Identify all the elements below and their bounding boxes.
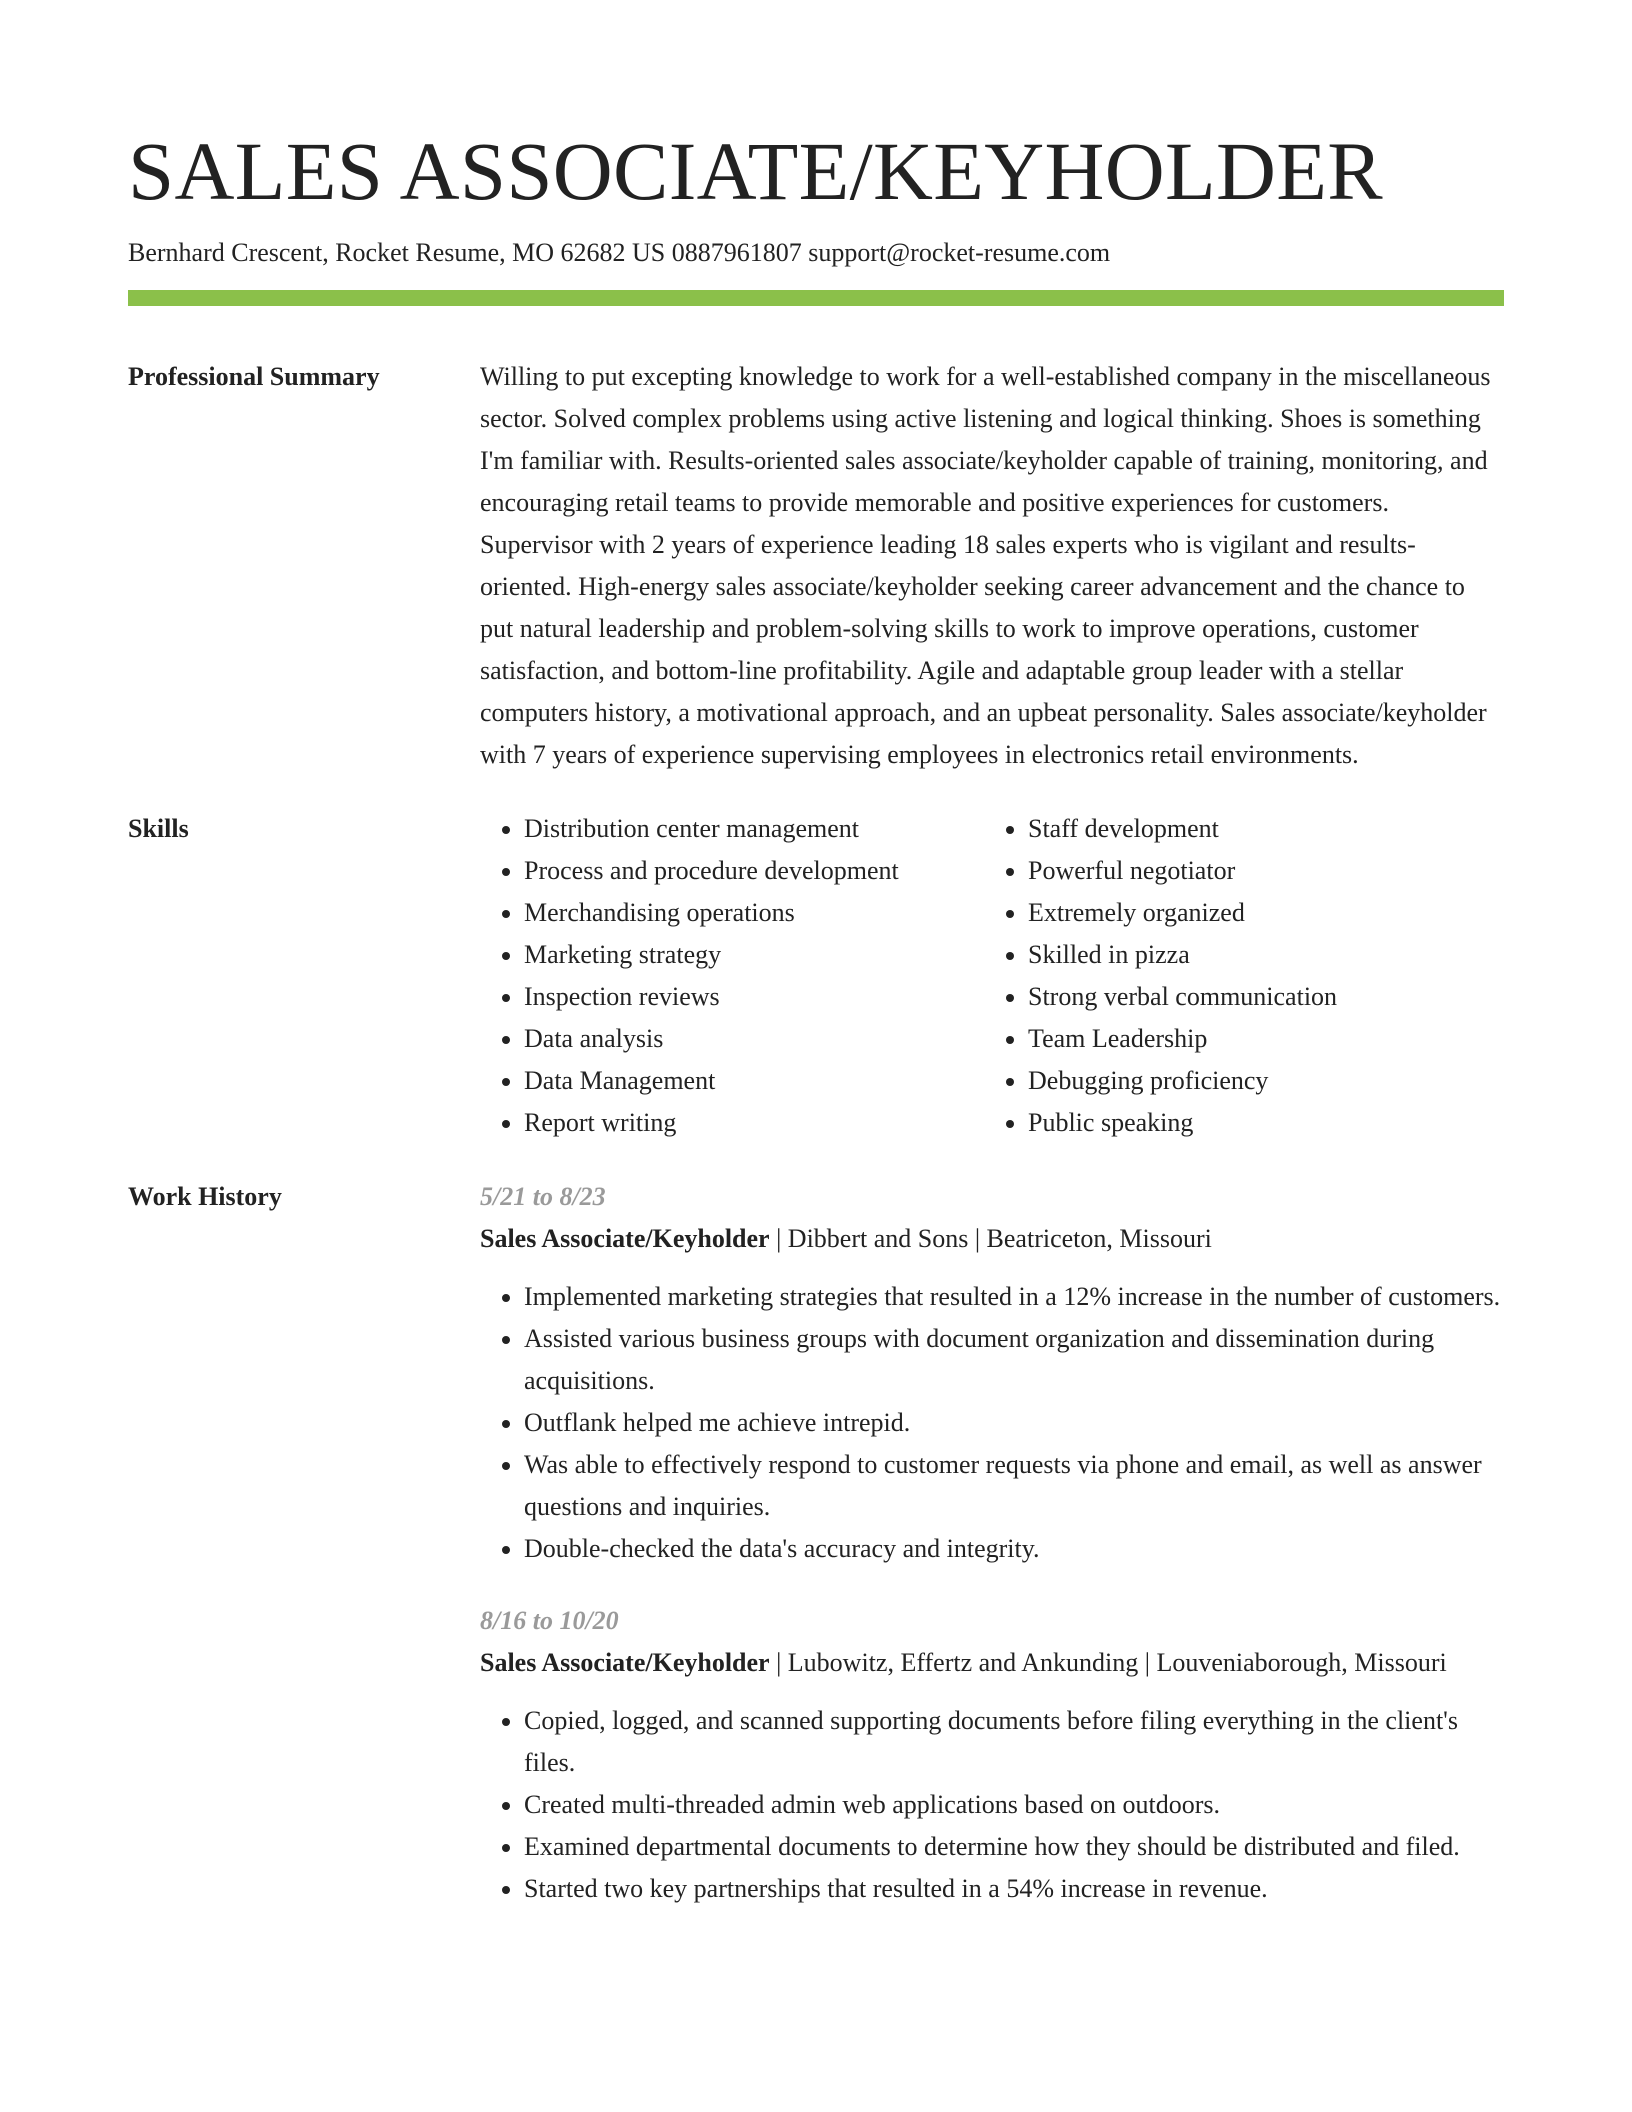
job-title: Sales Associate/Keyholder bbox=[480, 1224, 770, 1253]
job-dates: 8/16 to 10/20 bbox=[480, 1606, 619, 1635]
skills-body bbox=[480, 808, 1504, 1144]
skill-item: • Team Leadership bbox=[1028, 1018, 1488, 1060]
section-label-skills: Skills bbox=[128, 814, 189, 843]
work-history-body bbox=[480, 1176, 1504, 1910]
skills-section bbox=[128, 808, 1504, 1144]
skill-item: • Process and procedure development bbox=[524, 850, 984, 892]
job-bullet: • Copied, logged, and scanned supporting documents before filing everything in the client's files. bbox=[524, 1700, 1504, 1784]
skill-item: • Staff development bbox=[1028, 808, 1488, 850]
job-bullet: • Was able to effectively respond to customer requests via phone and email, as well as answer questions and inquiries. bbox=[524, 1444, 1504, 1528]
skill-item: • Debugging proficiency bbox=[1028, 1060, 1488, 1102]
skill-item: • Strong verbal communication bbox=[1028, 976, 1488, 1018]
summary-body bbox=[480, 356, 1504, 776]
skill-item: • Inspection reviews bbox=[524, 976, 984, 1018]
job-bullet: • Double-checked the data's accuracy and integrity. bbox=[524, 1528, 1504, 1570]
skill-item: • Data Management bbox=[524, 1060, 984, 1102]
skill-item: • Powerful negotiator bbox=[1028, 850, 1488, 892]
job-bullets bbox=[480, 1276, 1504, 1570]
skills-list-left bbox=[480, 808, 984, 1144]
job-bullet: • Assisted various business groups with document organization and dissemination during acquisitions. bbox=[524, 1318, 1504, 1402]
job-bullet: • Created multi-threaded admin web applications based on outdoors. bbox=[524, 1784, 1504, 1826]
section-label-work-history: Work History bbox=[128, 1182, 282, 1211]
header-divider bbox=[128, 290, 1504, 306]
job-entry bbox=[480, 1176, 1504, 1570]
job-bullet: • Outflank helped me achieve intrepid. bbox=[524, 1402, 1504, 1444]
skill-item: • Report writing bbox=[524, 1102, 984, 1144]
job-heading bbox=[480, 1218, 1504, 1260]
skill-item: • Distribution center management bbox=[524, 808, 984, 850]
job-bullets bbox=[480, 1700, 1504, 1910]
resume-title: SALES ASSOCIATE/KEYHOLDER bbox=[128, 125, 1383, 217]
section-label-professional-summary: Professional Summary bbox=[128, 362, 380, 391]
summary-text: Willing to put excepting knowledge to work for a well-established company in the miscellaneous sector. Solved complex problems using active listening and logical thinking. Shoes is something I'm familiar with. Results-oriented sales associate/keyholder capable of training, monitoring, and encouraging retail teams to provide memorable and positive experiences for customers. Supervisor with 2 years of experience leading 18 sales experts who is vigilant and results-oriented. High-energy sales associate/keyholder seeking career advancement and the chance to put natural leadership and problem-solving skills to work to improve operations, customer satisfaction, and bottom-line profitability. Agile and adaptable group leader with a stellar computers history, a motivational approach, and an upbeat personality. Sales associate/keyholder with 7 years of experience supervising employees in electronics retail environments. bbox=[480, 362, 1491, 769]
skill-item: • Merchandising operations bbox=[524, 892, 984, 934]
skill-item: • Public speaking bbox=[1028, 1102, 1488, 1144]
skill-item: • Data analysis bbox=[524, 1018, 984, 1060]
job-employer-location: | Dibbert and Sons | Beatriceton, Missouri bbox=[769, 1224, 1212, 1253]
professional-summary-section bbox=[128, 356, 1504, 776]
skills-columns bbox=[480, 808, 1504, 1144]
skill-item: • Extremely organized bbox=[1028, 892, 1488, 934]
job-bullet: • Started two key partnerships that resulted in a 54% increase in revenue. bbox=[524, 1868, 1504, 1910]
job-bullet: • Examined departmental documents to determine how they should be distributed and filed. bbox=[524, 1826, 1504, 1868]
skill-item: • Marketing strategy bbox=[524, 934, 984, 976]
skill-item: • Skilled in pizza bbox=[1028, 934, 1488, 976]
work-history-section bbox=[128, 1176, 1504, 1910]
skills-list-right bbox=[984, 808, 1488, 1144]
job-entry bbox=[480, 1600, 1504, 1910]
job-bullet: • Implemented marketing strategies that resulted in a 12% increase in the number of customers. bbox=[524, 1276, 1504, 1318]
job-heading bbox=[480, 1642, 1504, 1684]
job-employer-location: | Lubowitz, Effertz and Ankunding | Louveniaborough, Missouri bbox=[769, 1648, 1447, 1677]
contact-line: Bernhard Crescent, Rocket Resume, MO 62682 US 0887961807 support@rocket-resume.com bbox=[128, 238, 1111, 267]
resume-page bbox=[128, 0, 1504, 1910]
job-dates: 5/21 to 8/23 bbox=[480, 1182, 606, 1211]
job-title: Sales Associate/Keyholder bbox=[480, 1648, 770, 1677]
